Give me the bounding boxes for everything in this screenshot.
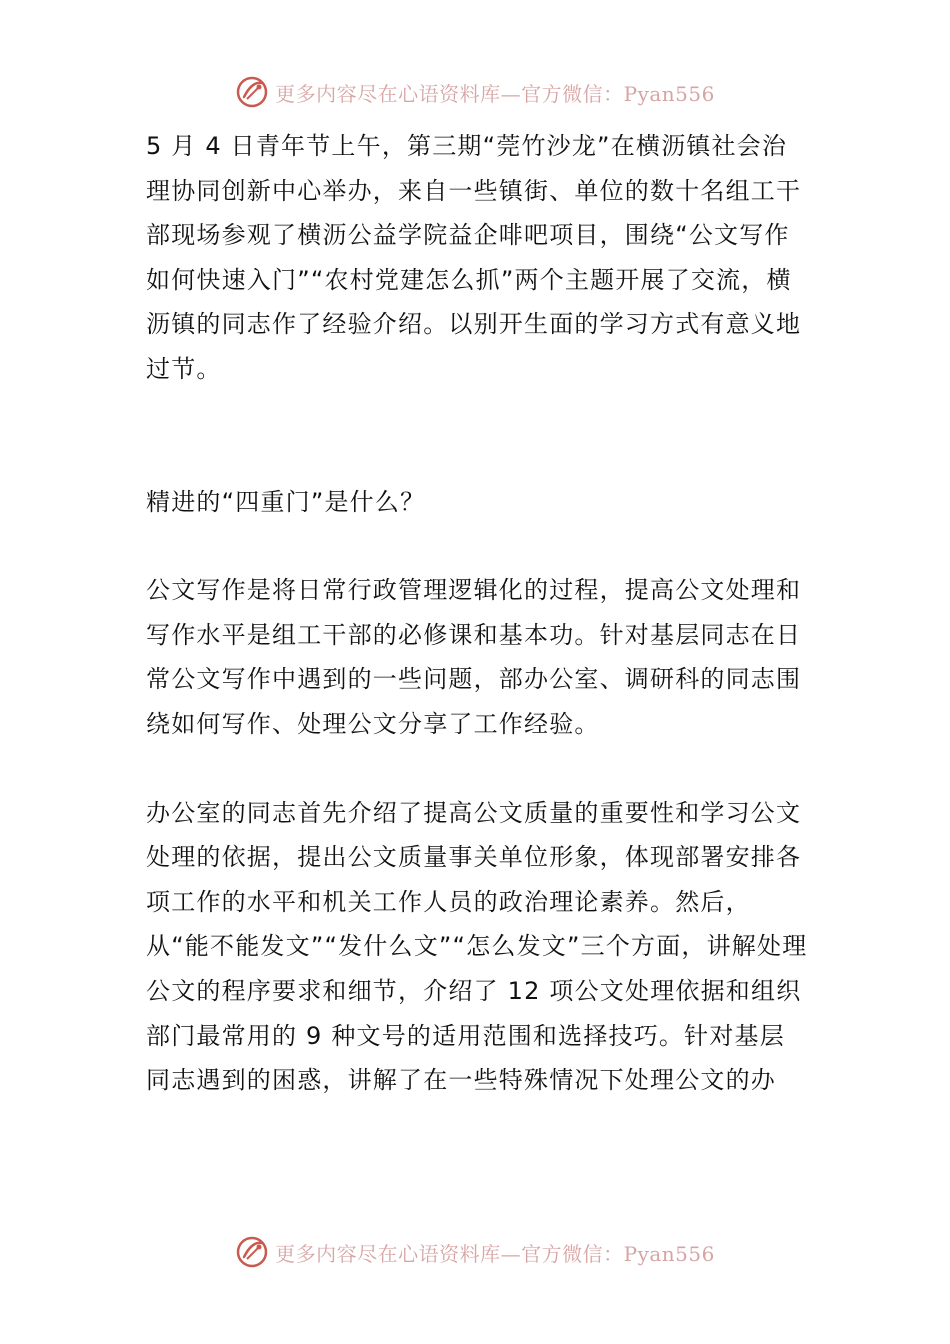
section-heading: 精进的“四重门”是什么？ [146,487,426,516]
document-body [146,124,808,1103]
watermark-text: 更多内容尽在心语资料库—官方微信：Pyan556 [275,1241,715,1266]
logo-icon [235,1235,269,1269]
logo-icon [235,75,269,109]
watermark-text: 更多内容尽在心语资料库—官方微信：Pyan556 [275,81,715,106]
footer-watermark [0,1232,950,1272]
paragraph-office: 办公室的同志首先介绍了提高公文质量的重要性和学习公文处理的依据，提出公文质量事关单位形象，体现部署安排各项工作的水平和机关工作人员的政治理论素养。然后，从“能不能发文”“发什么文”“怎么发文”三个方面，讲解处理公文的程序要求和细节，介绍了 12 项公文处理依据和组织部门最常用的 9 种文号的适用范围和选择技巧。针对基层同志遇到的困惑，讲解了在一些特殊情况下处理公文的办 [146,798,808,1095]
intro-paragraph: 5 月 4 日青年节上午，第三期“莞竹沙龙”在横沥镇社会治理协同创新中心举办，来自一些镇街、单位的数十名组工干部现场参观了横沥公益学院益企啡吧项目，围绕“公文写作如何快速入门”“农村党建怎么抓”两个主题开展了交流，横沥镇的同志作了经验介绍。以别开生面的学习方式有意义地过节。 [146,132,802,383]
paragraph-writing: 公文写作是将日常行政管理逻辑化的过程，提高公文处理和写作水平是组工干部的必修课和基本功。针对基层同志在日常公文写作中遇到的一些问题，部办公室、调研科的同志围绕如何写作、处理公文分享了工作经验。 [146,576,802,738]
header-watermark [0,72,950,112]
